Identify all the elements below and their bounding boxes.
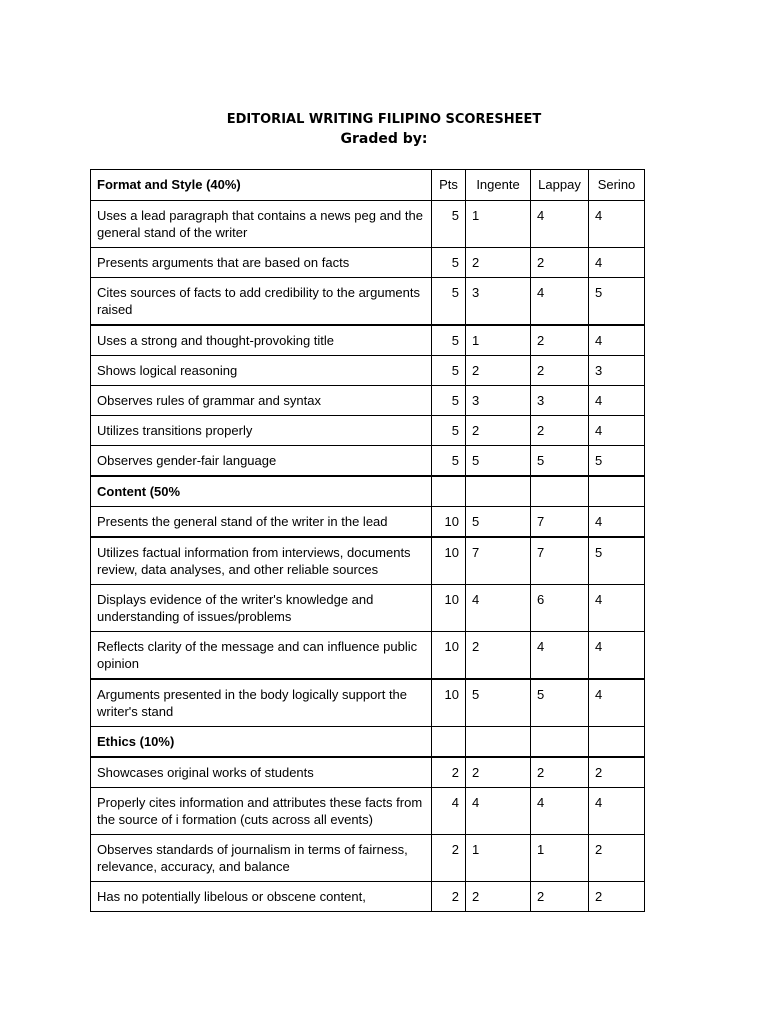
- lappay-score-cell: 2: [531, 416, 589, 446]
- pts-cell: 10: [432, 679, 466, 727]
- pts-cell: [432, 727, 466, 758]
- serino-score-cell: 5: [589, 278, 645, 326]
- table-row: [91, 585, 645, 632]
- serino-score-cell: 4: [589, 788, 645, 835]
- serino-score-cell: 4: [589, 248, 645, 278]
- serino-score-cell: 4: [589, 416, 645, 446]
- lappay-score-cell: 2: [531, 325, 589, 356]
- pts-cell: 10: [432, 632, 466, 680]
- ingente-score-cell: 2: [466, 356, 531, 386]
- section-row-content: [91, 476, 645, 507]
- ingente-score-cell: 7: [466, 537, 531, 585]
- pts-cell: 5: [432, 248, 466, 278]
- table-row: [91, 446, 645, 477]
- criterion-cell: Shows logical reasoning: [91, 356, 432, 386]
- ingente-score-cell: 1: [466, 201, 531, 248]
- table-row: [91, 356, 645, 386]
- section-heading-ethics: Ethics (10%): [91, 727, 432, 758]
- ingente-score-cell: 3: [466, 386, 531, 416]
- lappay-score-cell: 2: [531, 356, 589, 386]
- criterion-cell: Uses a lead paragraph that contains a news peg and the general stand of the writer: [91, 201, 432, 248]
- pts-cell: 2: [432, 835, 466, 882]
- column-header-ingente: Ingente: [466, 170, 531, 201]
- table-header-row: [91, 170, 645, 201]
- criterion-cell: Utilizes transitions properly: [91, 416, 432, 446]
- ingente-score-cell: 2: [466, 632, 531, 680]
- lappay-score-cell: 2: [531, 248, 589, 278]
- serino-score-cell: 4: [589, 507, 645, 538]
- section-heading-content: Content (50%: [91, 476, 432, 507]
- lappay-score-cell: 5: [531, 679, 589, 727]
- serino-score-cell: 2: [589, 757, 645, 788]
- document-title: EDITORIAL WRITING FILIPINO SCORESHEET: [226, 112, 542, 127]
- serino-score-cell: [589, 476, 645, 507]
- pts-cell: 5: [432, 416, 466, 446]
- column-header-pts: Pts: [432, 170, 466, 201]
- ingente-score-cell: 2: [466, 882, 531, 912]
- section-heading-format-style: Format and Style (40%): [91, 170, 432, 201]
- lappay-score-cell: 7: [531, 507, 589, 538]
- criterion-cell: Properly cites information and attributes these facts from the source of i formation (cuts across all events): [91, 788, 432, 835]
- ingente-score-cell: 1: [466, 835, 531, 882]
- serino-score-cell: 2: [589, 835, 645, 882]
- serino-score-cell: 4: [589, 632, 645, 680]
- lappay-score-cell: 2: [531, 757, 589, 788]
- table-row: [91, 507, 645, 538]
- lappay-score-cell: 1: [531, 835, 589, 882]
- serino-score-cell: 4: [589, 201, 645, 248]
- serino-score-cell: 5: [589, 537, 645, 585]
- ingente-score-cell: 2: [466, 248, 531, 278]
- table-row: [91, 537, 645, 585]
- pts-cell: 5: [432, 386, 466, 416]
- criterion-cell: Reflects clarity of the message and can influence public opinion: [91, 632, 432, 680]
- lappay-score-cell: 7: [531, 537, 589, 585]
- criterion-cell: Observes standards of journalism in terms of fairness, relevance, accuracy, and balance: [91, 835, 432, 882]
- ingente-score-cell: 4: [466, 585, 531, 632]
- lappay-score-cell: 5: [531, 446, 589, 477]
- ingente-score-cell: 5: [466, 507, 531, 538]
- table-row: [91, 416, 645, 446]
- ingente-score-cell: 4: [466, 788, 531, 835]
- ingente-score-cell: 2: [466, 757, 531, 788]
- table-row: [91, 835, 645, 882]
- table-row: [91, 325, 645, 356]
- pts-cell: 10: [432, 585, 466, 632]
- table-row: [91, 788, 645, 835]
- lappay-score-cell: [531, 476, 589, 507]
- pts-cell: 5: [432, 201, 466, 248]
- ingente-score-cell: 3: [466, 278, 531, 326]
- pts-cell: 2: [432, 882, 466, 912]
- table-row: [91, 278, 645, 326]
- criterion-cell: Has no potentially libelous or obscene content,: [91, 882, 432, 912]
- criterion-cell: Arguments presented in the body logically support the writer's stand: [91, 679, 432, 727]
- ingente-score-cell: 2: [466, 416, 531, 446]
- criterion-cell: Uses a strong and thought-provoking title: [91, 325, 432, 356]
- criterion-cell: Presents the general stand of the writer in the lead: [91, 507, 432, 538]
- criterion-cell: Showcases original works of students: [91, 757, 432, 788]
- table-row: [91, 248, 645, 278]
- serino-score-cell: 4: [589, 386, 645, 416]
- ingente-score-cell: 5: [466, 679, 531, 727]
- serino-score-cell: 3: [589, 356, 645, 386]
- serino-score-cell: 2: [589, 882, 645, 912]
- lappay-score-cell: 4: [531, 632, 589, 680]
- lappay-score-cell: 4: [531, 788, 589, 835]
- pts-cell: 5: [432, 325, 466, 356]
- table-row: [91, 632, 645, 680]
- column-header-serino: Serino: [589, 170, 645, 201]
- criterion-cell: Observes gender-fair language: [91, 446, 432, 477]
- serino-score-cell: 5: [589, 446, 645, 477]
- criterion-cell: Displays evidence of the writer's knowledge and understanding of issues/problems: [91, 585, 432, 632]
- lappay-score-cell: 6: [531, 585, 589, 632]
- section-row-ethics: [91, 727, 645, 758]
- column-header-lappay: Lappay: [531, 170, 589, 201]
- pts-cell: 4: [432, 788, 466, 835]
- document-subtitle: Graded by:: [340, 131, 428, 147]
- scoresheet-table: [90, 169, 645, 912]
- criterion-cell: Cites sources of facts to add credibility to the arguments raised: [91, 278, 432, 326]
- lappay-score-cell: 4: [531, 278, 589, 326]
- ingente-score-cell: [466, 476, 531, 507]
- serino-score-cell: 4: [589, 585, 645, 632]
- table-row: [91, 201, 645, 248]
- pts-cell: 5: [432, 446, 466, 477]
- criterion-cell: Presents arguments that are based on facts: [91, 248, 432, 278]
- serino-score-cell: 4: [589, 679, 645, 727]
- ingente-score-cell: 5: [466, 446, 531, 477]
- pts-cell: 5: [432, 356, 466, 386]
- lappay-score-cell: [531, 727, 589, 758]
- pts-cell: 5: [432, 278, 466, 326]
- table-row: [91, 386, 645, 416]
- criterion-cell: Observes rules of grammar and syntax: [91, 386, 432, 416]
- table-row: [91, 882, 645, 912]
- pts-cell: 10: [432, 507, 466, 538]
- pts-cell: 2: [432, 757, 466, 788]
- ingente-score-cell: 1: [466, 325, 531, 356]
- table-row: [91, 757, 645, 788]
- lappay-score-cell: 3: [531, 386, 589, 416]
- serino-score-cell: 4: [589, 325, 645, 356]
- table-row: [91, 679, 645, 727]
- ingente-score-cell: [466, 727, 531, 758]
- lappay-score-cell: 2: [531, 882, 589, 912]
- lappay-score-cell: 4: [531, 201, 589, 248]
- pts-cell: 10: [432, 537, 466, 585]
- serino-score-cell: [589, 727, 645, 758]
- criterion-cell: Utilizes factual information from interviews, documents review, data analyses, and other reliable sources: [91, 537, 432, 585]
- pts-cell: [432, 476, 466, 507]
